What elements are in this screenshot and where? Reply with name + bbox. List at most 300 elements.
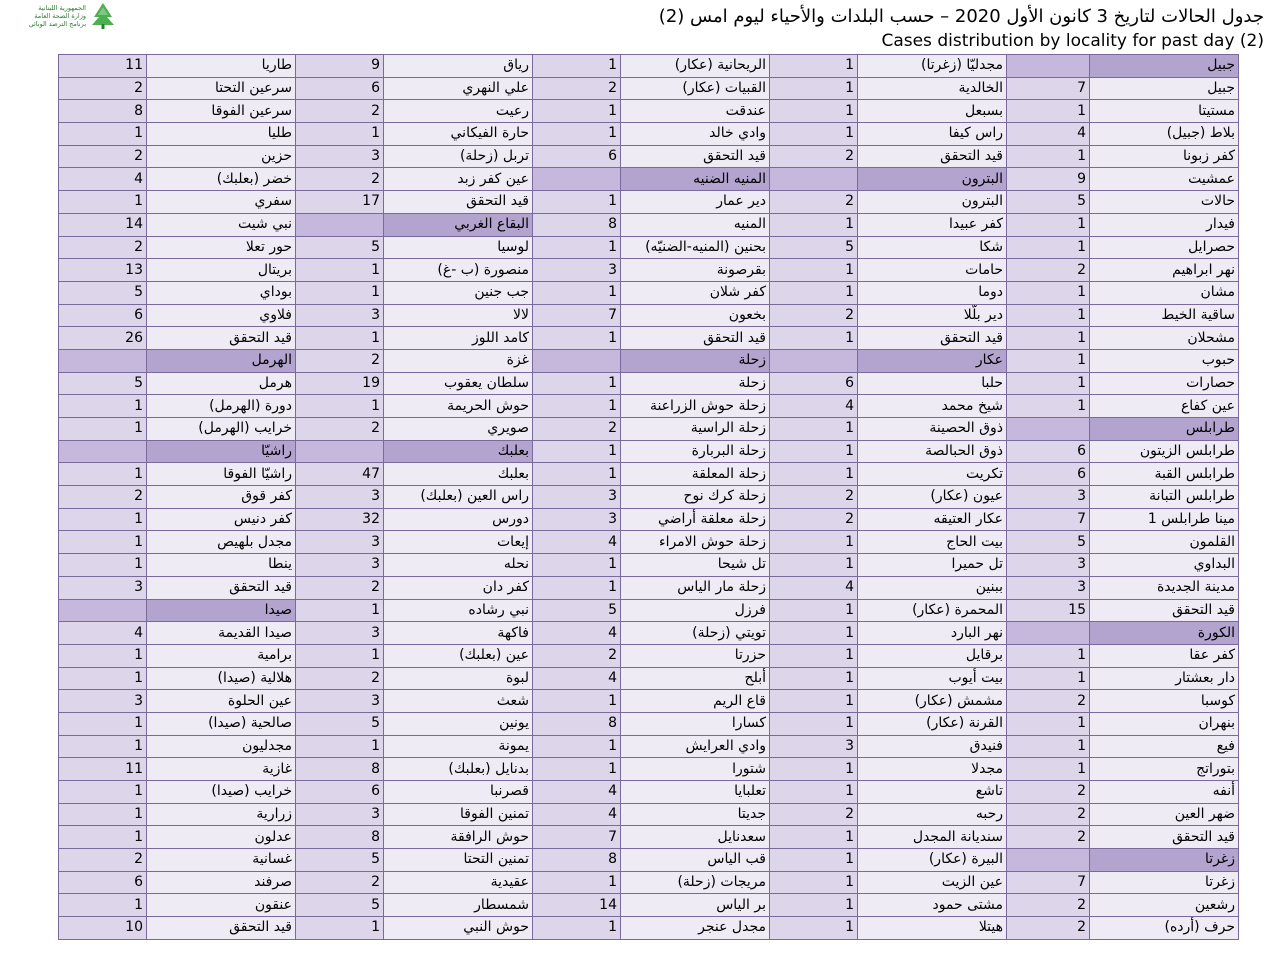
case-count: 7 bbox=[1007, 77, 1090, 100]
case-count: 8 bbox=[533, 712, 621, 735]
table-row bbox=[59, 781, 1239, 804]
case-count: 1 bbox=[770, 531, 858, 554]
locality-name: مستيتا bbox=[1090, 100, 1239, 123]
table-row bbox=[59, 77, 1239, 100]
table-row bbox=[59, 213, 1239, 236]
region-header-count bbox=[533, 168, 621, 191]
case-count: 2 bbox=[59, 849, 147, 872]
locality-name: قصرنبا bbox=[384, 781, 533, 804]
locality-name: سنديانة المجدل bbox=[858, 826, 1007, 849]
case-count: 1 bbox=[770, 644, 858, 667]
locality-name: صرفند bbox=[147, 871, 296, 894]
locality-name: طرابلس التبانة bbox=[1090, 486, 1239, 509]
locality-name: مجدليون bbox=[147, 735, 296, 758]
table-row bbox=[59, 304, 1239, 327]
case-count: 1 bbox=[1007, 349, 1090, 372]
case-count: 1 bbox=[533, 463, 621, 486]
case-count: 2 bbox=[296, 871, 384, 894]
case-count: 5 bbox=[59, 372, 147, 395]
case-count: 1 bbox=[533, 690, 621, 713]
case-count: 1 bbox=[59, 826, 147, 849]
case-count: 1 bbox=[1007, 644, 1090, 667]
case-count: 4 bbox=[533, 531, 621, 554]
locality-name: خرايب (صيدا) bbox=[147, 781, 296, 804]
case-count: 1 bbox=[59, 712, 147, 735]
locality-name: كفر دان bbox=[384, 576, 533, 599]
locality-name: مجدلا bbox=[858, 758, 1007, 781]
case-count: 2 bbox=[770, 304, 858, 327]
locality-name: جديتا bbox=[621, 803, 770, 826]
locality-name: قيد التحقق bbox=[858, 145, 1007, 168]
case-count: 1 bbox=[1007, 100, 1090, 123]
case-count: 1 bbox=[1007, 667, 1090, 690]
locality-name: راس كيفا bbox=[858, 123, 1007, 146]
locality-name: بعلبك bbox=[384, 463, 533, 486]
case-count: 10 bbox=[59, 917, 147, 940]
locality-name: منصورة (ب -غ) bbox=[384, 259, 533, 282]
case-count: 2 bbox=[770, 486, 858, 509]
locality-name: زحلة الراسية bbox=[621, 418, 770, 441]
locality-name: حرف (أرده) bbox=[1090, 917, 1239, 940]
locality-name: بتوراتج bbox=[1090, 758, 1239, 781]
case-count: 6 bbox=[770, 372, 858, 395]
case-count: 5 bbox=[1007, 531, 1090, 554]
case-count: 5 bbox=[296, 712, 384, 735]
locality-name: بلاط (جبيل) bbox=[1090, 123, 1239, 146]
case-count: 1 bbox=[59, 554, 147, 577]
table-row bbox=[59, 554, 1239, 577]
case-count: 8 bbox=[296, 758, 384, 781]
case-count: 6 bbox=[533, 145, 621, 168]
case-count: 1 bbox=[1007, 758, 1090, 781]
locality-name: سفري bbox=[147, 191, 296, 214]
locality-name: البداوي bbox=[1090, 554, 1239, 577]
locality-name: بخعون bbox=[621, 304, 770, 327]
case-count: 2 bbox=[770, 508, 858, 531]
locality-name: زحلة حوش الزراعنة bbox=[621, 395, 770, 418]
locality-name: فرزل bbox=[621, 599, 770, 622]
case-count: 1 bbox=[1007, 395, 1090, 418]
locality-name: قاع الريم bbox=[621, 690, 770, 713]
locality-name: حوش النبي bbox=[384, 917, 533, 940]
locality-name: خرايب (الهرمل) bbox=[147, 418, 296, 441]
locality-name: نهر البارد bbox=[858, 622, 1007, 645]
case-count: 3 bbox=[59, 690, 147, 713]
region-header: عكار bbox=[858, 349, 1007, 372]
locality-name: نبي شيت bbox=[147, 213, 296, 236]
locality-name: دورس bbox=[384, 508, 533, 531]
locality-name: بر الياس bbox=[621, 894, 770, 917]
locality-name: شعث bbox=[384, 690, 533, 713]
locality-name: فيدار bbox=[1090, 213, 1239, 236]
case-count: 3 bbox=[296, 145, 384, 168]
locality-name: حزرتا bbox=[621, 644, 770, 667]
locality-name: شيخ محمد bbox=[858, 395, 1007, 418]
case-count: 1 bbox=[770, 871, 858, 894]
case-count: 13 bbox=[59, 259, 147, 282]
table-row bbox=[59, 191, 1239, 214]
locality-name: بيت أيوب bbox=[858, 667, 1007, 690]
case-count: 3 bbox=[533, 508, 621, 531]
locality-name: طرابلس القبة bbox=[1090, 463, 1239, 486]
locality-name: زحلة البربارة bbox=[621, 440, 770, 463]
case-count: 9 bbox=[296, 55, 384, 78]
locality-name: زحلة مار الياس bbox=[621, 576, 770, 599]
case-count: 8 bbox=[533, 849, 621, 872]
case-count: 1 bbox=[533, 55, 621, 78]
locality-name: كفر قوق bbox=[147, 486, 296, 509]
locality-name: قيد التحقق bbox=[621, 145, 770, 168]
locality-name: صويري bbox=[384, 418, 533, 441]
locality-name: زحلة المعلقة bbox=[621, 463, 770, 486]
case-count: 1 bbox=[533, 281, 621, 304]
case-count: 1 bbox=[59, 191, 147, 214]
case-count: 1 bbox=[770, 849, 858, 872]
table-row bbox=[59, 281, 1239, 304]
case-count: 1 bbox=[770, 259, 858, 282]
locality-name: يونين bbox=[384, 712, 533, 735]
locality-name: سرعين الفوقا bbox=[147, 100, 296, 123]
table-row bbox=[59, 395, 1239, 418]
table-row bbox=[59, 622, 1239, 645]
table-row bbox=[59, 486, 1239, 509]
case-count: 2 bbox=[1007, 803, 1090, 826]
locality-name: بيت الحاج bbox=[858, 531, 1007, 554]
region-header-count bbox=[59, 349, 147, 372]
case-count: 14 bbox=[59, 213, 147, 236]
logo-line-2: وزارة الصحة العامة bbox=[34, 12, 86, 20]
title-english: Cases distribution by locality for past day (2) bbox=[881, 31, 1264, 51]
table-row bbox=[59, 690, 1239, 713]
case-count: 8 bbox=[59, 100, 147, 123]
logo-text bbox=[6, 4, 86, 28]
locality-name: حصارات bbox=[1090, 372, 1239, 395]
locality-name: لالا bbox=[384, 304, 533, 327]
case-count: 1 bbox=[533, 871, 621, 894]
table-row bbox=[59, 463, 1239, 486]
case-count: 32 bbox=[296, 508, 384, 531]
case-count: 1 bbox=[533, 758, 621, 781]
locality-name: عقيدية bbox=[384, 871, 533, 894]
case-count: 1 bbox=[59, 418, 147, 441]
case-count: 1 bbox=[533, 372, 621, 395]
locality-name: أبلح bbox=[621, 667, 770, 690]
case-count: 1 bbox=[59, 395, 147, 418]
locality-name: القلمون bbox=[1090, 531, 1239, 554]
case-count: 7 bbox=[533, 304, 621, 327]
case-count: 1 bbox=[533, 440, 621, 463]
locality-name: ببنين bbox=[858, 576, 1007, 599]
case-count: 1 bbox=[770, 667, 858, 690]
locality-name: تويتي (زحلة) bbox=[621, 622, 770, 645]
case-count: 3 bbox=[533, 259, 621, 282]
locality-name: حارة الفيكاني bbox=[384, 123, 533, 146]
region-header: صيدا bbox=[147, 599, 296, 622]
case-count: 1 bbox=[59, 123, 147, 146]
locality-name: عنقون bbox=[147, 894, 296, 917]
case-count: 1 bbox=[59, 667, 147, 690]
region-header: بعلبك bbox=[384, 440, 533, 463]
locality-name: حوش الرافقة bbox=[384, 826, 533, 849]
region-header: البترون bbox=[858, 168, 1007, 191]
case-count: 1 bbox=[533, 123, 621, 146]
locality-name: فاكهة bbox=[384, 622, 533, 645]
region-header-count bbox=[296, 440, 384, 463]
case-count: 3 bbox=[533, 486, 621, 509]
locality-name: مشمش (عكار) bbox=[858, 690, 1007, 713]
case-count: 7 bbox=[1007, 871, 1090, 894]
table-row bbox=[59, 871, 1239, 894]
locality-name: بريتال bbox=[147, 259, 296, 282]
case-count: 1 bbox=[1007, 712, 1090, 735]
locality-name: أنفه bbox=[1090, 781, 1239, 804]
case-count: 1 bbox=[770, 55, 858, 78]
case-count: 4 bbox=[770, 576, 858, 599]
case-count: 3 bbox=[1007, 486, 1090, 509]
locality-name: عين كفاع bbox=[1090, 395, 1239, 418]
region-header: المنيه الضنيه bbox=[621, 168, 770, 191]
region-header-count bbox=[1007, 622, 1090, 645]
case-count: 1 bbox=[59, 781, 147, 804]
logo-line-1: الجمهورية اللبنانية bbox=[38, 4, 86, 12]
table-row bbox=[59, 894, 1239, 917]
region-header: طرابلس bbox=[1090, 418, 1239, 441]
case-count: 1 bbox=[296, 735, 384, 758]
locality-name: دير بلّلا bbox=[858, 304, 1007, 327]
case-count: 1 bbox=[770, 712, 858, 735]
case-count: 1 bbox=[770, 690, 858, 713]
locality-name: طاريا bbox=[147, 55, 296, 78]
case-count: 1 bbox=[59, 531, 147, 554]
table-row bbox=[59, 531, 1239, 554]
table-row bbox=[59, 917, 1239, 940]
ministry-logo bbox=[8, 2, 116, 32]
case-count: 4 bbox=[533, 803, 621, 826]
locality-name: زحلة كرك نوح bbox=[621, 486, 770, 509]
locality-name: الخالدية bbox=[858, 77, 1007, 100]
case-count: 2 bbox=[59, 77, 147, 100]
case-count: 5 bbox=[1007, 191, 1090, 214]
locality-name: المحمرة (عكار) bbox=[858, 599, 1007, 622]
case-count: 1 bbox=[1007, 372, 1090, 395]
region-header-count bbox=[1007, 418, 1090, 441]
case-count: 8 bbox=[533, 213, 621, 236]
case-count: 2 bbox=[296, 576, 384, 599]
locality-name: وادي خالد bbox=[621, 123, 770, 146]
locality-name: بنهران bbox=[1090, 712, 1239, 735]
locality-name: الريحانية (عكار) bbox=[621, 55, 770, 78]
locality-name: صيدا القديمة bbox=[147, 622, 296, 645]
case-count: 1 bbox=[59, 803, 147, 826]
case-count: 1 bbox=[770, 826, 858, 849]
locality-name: راس العين (بعلبك) bbox=[384, 486, 533, 509]
table-row bbox=[59, 100, 1239, 123]
locality-name: القبيات (عكار) bbox=[621, 77, 770, 100]
locality-name: نحله bbox=[384, 554, 533, 577]
locality-name: زرارية bbox=[147, 803, 296, 826]
locality-name: خضر (بعلبك) bbox=[147, 168, 296, 191]
case-count: 1 bbox=[59, 508, 147, 531]
region-header-count bbox=[1007, 55, 1090, 78]
locality-name: قيد التحقق bbox=[621, 327, 770, 350]
locality-name: هلالية (صيدا) bbox=[147, 667, 296, 690]
case-count: 1 bbox=[770, 894, 858, 917]
locality-name: عكار العتيقه bbox=[858, 508, 1007, 531]
table-row bbox=[59, 372, 1239, 395]
locality-name: زحلة حوش الامراء bbox=[621, 531, 770, 554]
case-count: 1 bbox=[770, 599, 858, 622]
case-count: 2 bbox=[533, 644, 621, 667]
locality-name: إيعات bbox=[384, 531, 533, 554]
case-count: 1 bbox=[1007, 327, 1090, 350]
case-count: 2 bbox=[296, 418, 384, 441]
locality-name: فلاوي bbox=[147, 304, 296, 327]
locality-name: حبوب bbox=[1090, 349, 1239, 372]
case-count: 2 bbox=[1007, 781, 1090, 804]
case-count: 3 bbox=[1007, 554, 1090, 577]
case-count: 1 bbox=[296, 644, 384, 667]
locality-name: ينطا bbox=[147, 554, 296, 577]
locality-name: ساقية الخيط bbox=[1090, 304, 1239, 327]
locality-name: برامية bbox=[147, 644, 296, 667]
case-count: 6 bbox=[296, 781, 384, 804]
case-count: 4 bbox=[59, 622, 147, 645]
case-count: 4 bbox=[533, 781, 621, 804]
locality-name: كفر شلان bbox=[621, 281, 770, 304]
locality-name: يمونة bbox=[384, 735, 533, 758]
case-count: 1 bbox=[1007, 735, 1090, 758]
table-row bbox=[59, 758, 1239, 781]
table-row bbox=[59, 55, 1239, 78]
case-count: 4 bbox=[533, 622, 621, 645]
case-count: 1 bbox=[770, 281, 858, 304]
case-count: 2 bbox=[296, 100, 384, 123]
locality-name: رحبه bbox=[858, 803, 1007, 826]
locality-name: عين (بعلبك) bbox=[384, 644, 533, 667]
locality-name: غازية bbox=[147, 758, 296, 781]
locality-name: تاشع bbox=[858, 781, 1007, 804]
case-count: 5 bbox=[533, 599, 621, 622]
case-count: 7 bbox=[533, 826, 621, 849]
case-count: 3 bbox=[296, 531, 384, 554]
table-row bbox=[59, 236, 1239, 259]
case-count: 2 bbox=[59, 145, 147, 168]
case-count: 1 bbox=[296, 395, 384, 418]
locality-name: كفر زبونا bbox=[1090, 145, 1239, 168]
case-count: 1 bbox=[770, 758, 858, 781]
locality-name: مريجات (زحلة) bbox=[621, 871, 770, 894]
locality-name: زحلة معلقة أراضي bbox=[621, 508, 770, 531]
case-count: 6 bbox=[1007, 463, 1090, 486]
case-count: 3 bbox=[296, 304, 384, 327]
case-count: 2 bbox=[59, 236, 147, 259]
case-count: 1 bbox=[770, 440, 858, 463]
locality-name: حزين bbox=[147, 145, 296, 168]
region-header: راشيّا bbox=[147, 440, 296, 463]
locality-name: عيون (عكار) bbox=[858, 486, 1007, 509]
table-row bbox=[59, 418, 1239, 441]
region-header: الهرمل bbox=[147, 349, 296, 372]
locality-name: شكا bbox=[858, 236, 1007, 259]
locality-name: صالحية (صيدا) bbox=[147, 712, 296, 735]
logo-line-3: برنامج الترصد الوبائي bbox=[28, 20, 86, 28]
locality-name: مجدل عنجر bbox=[621, 917, 770, 940]
locality-name: قيد التحقق bbox=[1090, 826, 1239, 849]
table-row bbox=[59, 803, 1239, 826]
region-header-count bbox=[770, 349, 858, 372]
case-count: 11 bbox=[59, 55, 147, 78]
region-header-count bbox=[59, 599, 147, 622]
case-count: 1 bbox=[296, 259, 384, 282]
case-count: 17 bbox=[296, 191, 384, 214]
case-count: 1 bbox=[59, 735, 147, 758]
locality-name: كفر عقا bbox=[1090, 644, 1239, 667]
case-count: 2 bbox=[770, 145, 858, 168]
case-count: 3 bbox=[296, 486, 384, 509]
case-count: 3 bbox=[1007, 576, 1090, 599]
case-count: 1 bbox=[533, 917, 621, 940]
locality-name: نهر ابراهيم bbox=[1090, 259, 1239, 282]
locality-name: عدلون bbox=[147, 826, 296, 849]
locality-name: قب الياس bbox=[621, 849, 770, 872]
locality-name: تكريت bbox=[858, 463, 1007, 486]
locality-name: ذوق الحبالصة bbox=[858, 440, 1007, 463]
table-row bbox=[59, 327, 1239, 350]
case-count: 2 bbox=[533, 77, 621, 100]
cedar-logo-icon bbox=[90, 2, 116, 30]
case-count: 4 bbox=[770, 395, 858, 418]
case-count: 1 bbox=[533, 327, 621, 350]
locality-name: مجدليّا (زغرتا) bbox=[858, 55, 1007, 78]
case-count: 2 bbox=[533, 418, 621, 441]
case-count: 5 bbox=[296, 894, 384, 917]
table-row bbox=[59, 735, 1239, 758]
case-count: 8 bbox=[296, 826, 384, 849]
locality-name: برقايل bbox=[858, 644, 1007, 667]
case-count: 2 bbox=[770, 803, 858, 826]
case-count: 1 bbox=[59, 644, 147, 667]
locality-name: القرنة (عكار) bbox=[858, 712, 1007, 735]
locality-name: عمشيت bbox=[1090, 168, 1239, 191]
locality-name: حصرايل bbox=[1090, 236, 1239, 259]
locality-name: كسارا bbox=[621, 712, 770, 735]
case-count: 4 bbox=[59, 168, 147, 191]
locality-name: حور تعلا bbox=[147, 236, 296, 259]
locality-name: دورة (الهرمل) bbox=[147, 395, 296, 418]
case-count: 2 bbox=[1007, 917, 1090, 940]
case-count: 1 bbox=[296, 599, 384, 622]
locality-name: دوما bbox=[858, 281, 1007, 304]
locality-name: تربل (زحلة) bbox=[384, 145, 533, 168]
region-header-count bbox=[533, 349, 621, 372]
locality-name: قيد التحقق bbox=[1090, 599, 1239, 622]
locality-name: رشعين bbox=[1090, 894, 1239, 917]
title-arabic: جدول الحالات لتاريخ 3 كانون الأول 2020 – حسب البلدات والأحياء ليوم امس (2) bbox=[658, 6, 1264, 27]
locality-name: مدينة الجديدة bbox=[1090, 576, 1239, 599]
case-count: 1 bbox=[770, 100, 858, 123]
locality-name: سعدنايل bbox=[621, 826, 770, 849]
table-row bbox=[59, 145, 1239, 168]
locality-name: دير عمار bbox=[621, 191, 770, 214]
case-count: 5 bbox=[770, 236, 858, 259]
case-count: 1 bbox=[770, 463, 858, 486]
locality-name: ضهر العين bbox=[1090, 803, 1239, 826]
region-header-count bbox=[59, 440, 147, 463]
case-count: 3 bbox=[59, 576, 147, 599]
case-count: 1 bbox=[770, 327, 858, 350]
table-row bbox=[59, 826, 1239, 849]
case-count: 2 bbox=[770, 191, 858, 214]
